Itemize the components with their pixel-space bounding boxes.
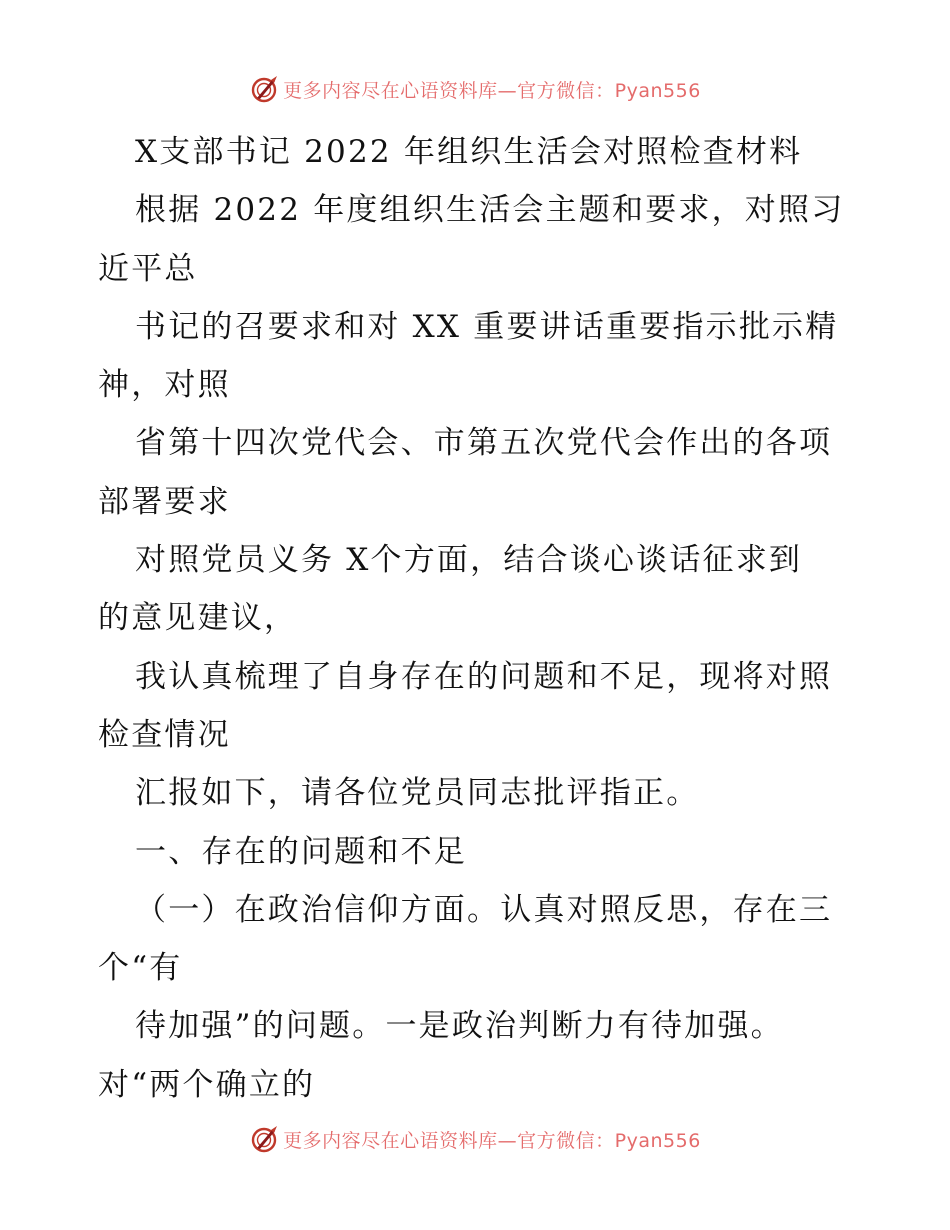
text-line: 部署要求 [98, 483, 231, 520]
text-line: 神，对照 [98, 367, 231, 404]
text-line: 的意见建议， [98, 600, 298, 637]
document-body [98, 123, 858, 1114]
quill-pen-in-circle-icon [249, 74, 279, 104]
text-line: 待加强”的问题。一是政治判断力有待加强。 [135, 1008, 784, 1045]
section-heading: 一、存在的问题和不足 [135, 833, 467, 870]
text-line: 个“有 [98, 950, 183, 987]
text-line: 对“两个确立的 [98, 1066, 316, 1103]
text-line: 书记的召要求和对 XX 重要讲话重要指示批示精 [135, 308, 839, 345]
text-line: X支部书记 2022 年组织生活会对照检查材料 [135, 134, 803, 170]
text-line: 根据 2022 年度组织生活会主题和要求，对照习 [135, 192, 845, 229]
watermark-text: 更多内容尽在心语资料库—官方微信：Pyan556 [283, 1129, 701, 1152]
text-line: 我认真梳理了自身存在的问题和不足，现将对照 [135, 658, 833, 695]
text-line: （一）在政治信仰方面。认真对照反思，存在三 [135, 891, 833, 928]
header-watermark-banner [0, 72, 950, 106]
text-line: 汇报如下，请各位党员同志批评指正。 [135, 775, 700, 812]
text-line: 省第十四次党代会、市第五次党代会作出的各项 [135, 425, 833, 462]
footer-watermark-banner [0, 1122, 950, 1156]
text-line: 检查情况 [98, 716, 231, 753]
quill-pen-in-circle-icon [249, 1124, 279, 1154]
text-line: 对照党员义务 X个方面，结合谈心谈话征求到 [135, 542, 803, 579]
text-line: 近平总 [98, 250, 198, 287]
watermark-text: 更多内容尽在心语资料库—官方微信：Pyan556 [283, 79, 701, 102]
